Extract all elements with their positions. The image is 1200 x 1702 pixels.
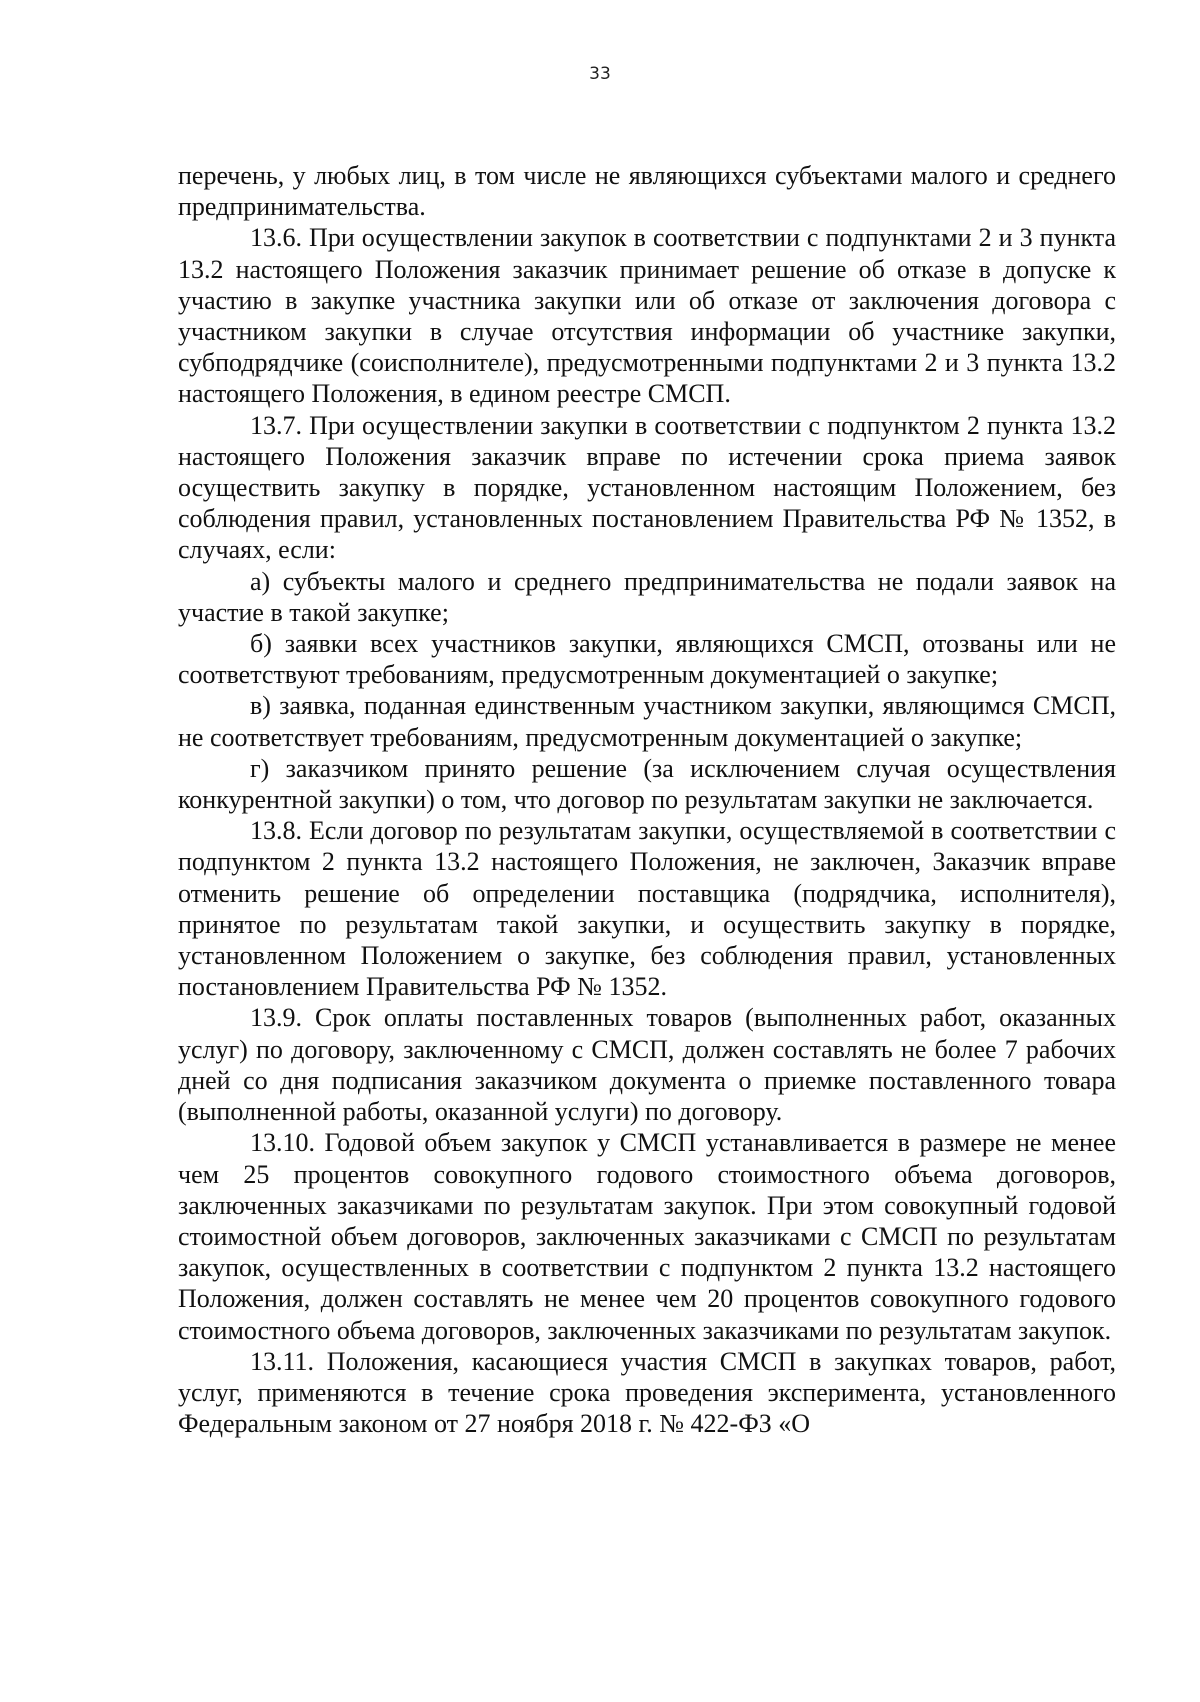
paragraph-13-9: 13.9. Срок оплаты поставленных товаров (выполненных работ, оказанных услуг) по договору, заключенному с СМСП, должен составлять не более 7 рабочих дней со дня подписания заказчиком документа о приемке поставленного товара (выполненной работы, оказанной услуги) по договору. [178,1003,1116,1127]
paragraph-13-7: 13.7. При осуществлении закупки в соответствии с подпунктом 2 пункта 13.2 настоящего Положения заказчик вправе по истечении срока приема заявок осуществить закупку в порядке, установленном настоящим Положением, без соблюдения правил, установленных постановлением Правительства РФ № 1352, в случаях, если: [178,410,1116,565]
paragraph-13-10: 13.10. Годовой объем закупок у СМСП устанавливается в размере не менее чем 25 процентов совокупного годового стоимостного объема договоров, заключенных заказчиками по результатам закупок. При этом совокупный годовой стоимостной объем договоров, заключенных заказчиками с СМСП по результатам закупок, осуществленных в соответствии с подпунктом 2 пункта 13.2 настоящего Положения, должен составлять не менее чем 20 процентов совокупного годового стоимостного объема договоров, заключенных заказчиками по результатам закупок. [178,1128,1116,1345]
paragraph-13-6: 13.6. При осуществлении закупок в соответствии с подпунктами 2 и 3 пункта 13.2 настоящего Положения заказчик принимает решение об отказе в допуске к участию в закупке участника закупки или об отказе от заключения договора с участником закупки в случае отсутствия информации об участнике закупки, субподрядчике (соисполнителе), предусмотренными подпунктами 2 и 3 пункта 13.2 настоящего Положения, в едином реестре СМСП. [178,223,1116,409]
list-item-b: б) заявки всех участников закупки, являющихся СМСП, отозваны или не соответствуют требованиям, предусмотренным документацией о закупке; [178,629,1116,690]
document-body [178,160,1116,1439]
list-item-a: а) субъекты малого и среднего предпринимательства не подали заявок на участие в такой закупке; [178,566,1116,627]
page-number: 33 [589,64,611,84]
paragraph-continuation: перечень, у любых лиц, в том числе не являющихся субъектами малого и среднего предпринимательства. [178,161,1116,222]
list-item-v: в) заявка, поданная единственным участником закупки, являющимся СМСП, не соответствует требованиям, предусмотренным документацией о закупке; [178,691,1116,752]
paragraph-13-11: 13.11. Положения, касающиеся участия СМСП в закупках товаров, работ, услуг, применяются в течение срока проведения эксперимента, установленного Федеральным законом от 27 ноября 2018 г. № 422-ФЗ «О [178,1346,1116,1439]
list-item-g: г) заказчиком принято решение (за исключением случая осуществления конкурентной закупки) о том, что договор по результатам закупки не заключается. [178,753,1116,815]
paragraph-13-8: 13.8. Если договор по результатам закупки, осуществляемой в соответствии с подпунктом 2 пункта 13.2 настоящего Положения, не заключен, Заказчик вправе отменить решение об определении поставщика (подрядчика, исполнителя), принятое по результатам такой закупки, и осуществить закупку в порядке, установленном Положением о закупке, без соблюдения правил, установленных постановлением Правительства РФ № 1352. [178,816,1116,1002]
